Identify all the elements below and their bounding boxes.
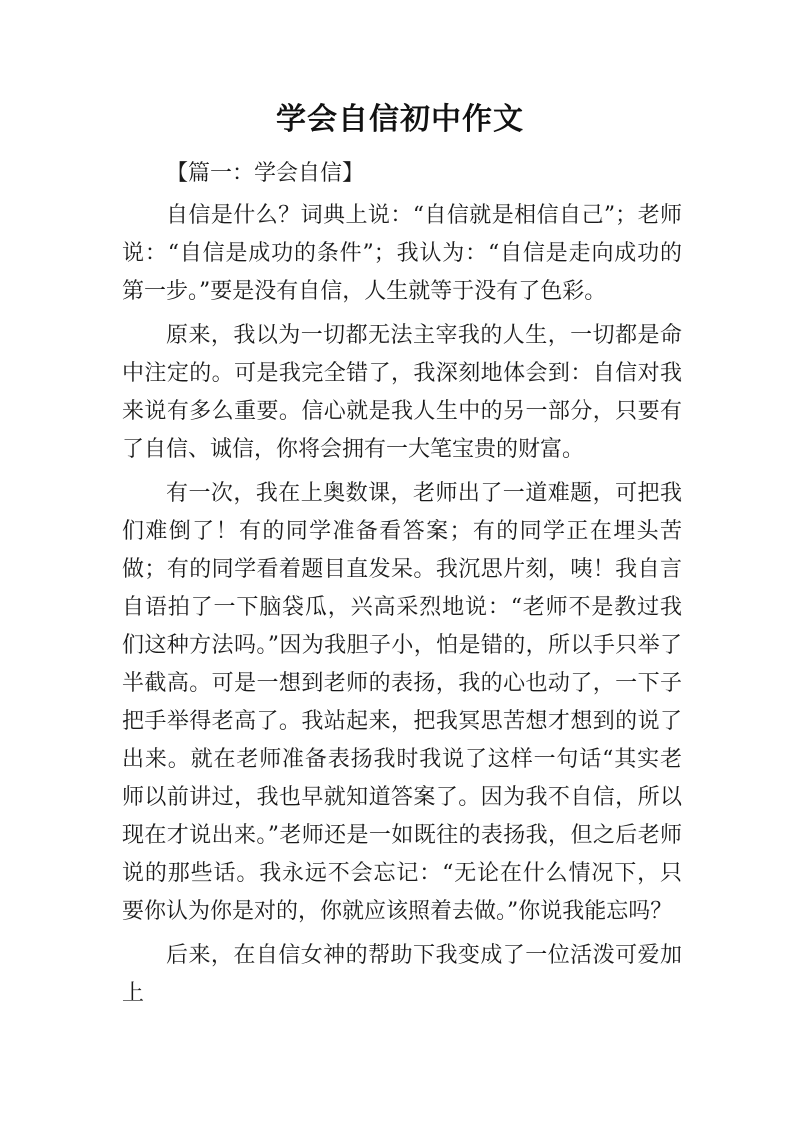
paragraph-1: 自信是什么？词典上说：“自信就是相信自己”；老师说：“自信是成功的条件”；我认为：“自信是走向成功的第一步。”要是没有自信，人生就等于没有了色彩。 <box>122 203 682 304</box>
paragraph-2: 原来，我以为一切都无法主宰我的人生，一切都是命中注定的。可是我完全错了，我深刻地体会到：自信对我来说有多么重要。信心就是我人生中的另一部分，只要有了自信、诚信，你将会拥有一大笔宝贵的财富。 <box>122 323 682 462</box>
paragraph-4: 后来，在自信女神的帮助下我变成了一位活泼可爱加上 <box>122 943 682 1006</box>
paragraph-3: 有一次，我在上奥数课，老师出了一道难题，可把我们难倒了！有的同学准备看答案；有的同学正在埋头苦做；有的同学看着题目直发呆。我沉思片刻，咦！我自言自语拍了一下脑袋瓜，兴高采烈地说：“老师不是教过我们这种方法吗。”因为我胆子小，怕是错的，所以手只举了半截高。可是一想到老师的表扬，我的心也动了，一下子把手举得老高了。我站起来，把我冥思苦想才想到的说了出来。就在老师准备表扬我时我说了这样一句话“其实老师以前讲过，我也早就知道答案了。因为我不自信，所以现在才说出来。”老师还是一如既往的表扬我，但之后老师说的那些话。我永远不会忘记：“无论在什么情况下，只要你认为你是对的，你就应该照着去做。”你说我能忘吗？ <box>122 481 682 924</box>
document-title: 学会自信初中作文 <box>276 102 524 137</box>
section-heading: 【篇一：学会自信】 <box>166 161 365 186</box>
document-body <box>122 155 682 1019</box>
